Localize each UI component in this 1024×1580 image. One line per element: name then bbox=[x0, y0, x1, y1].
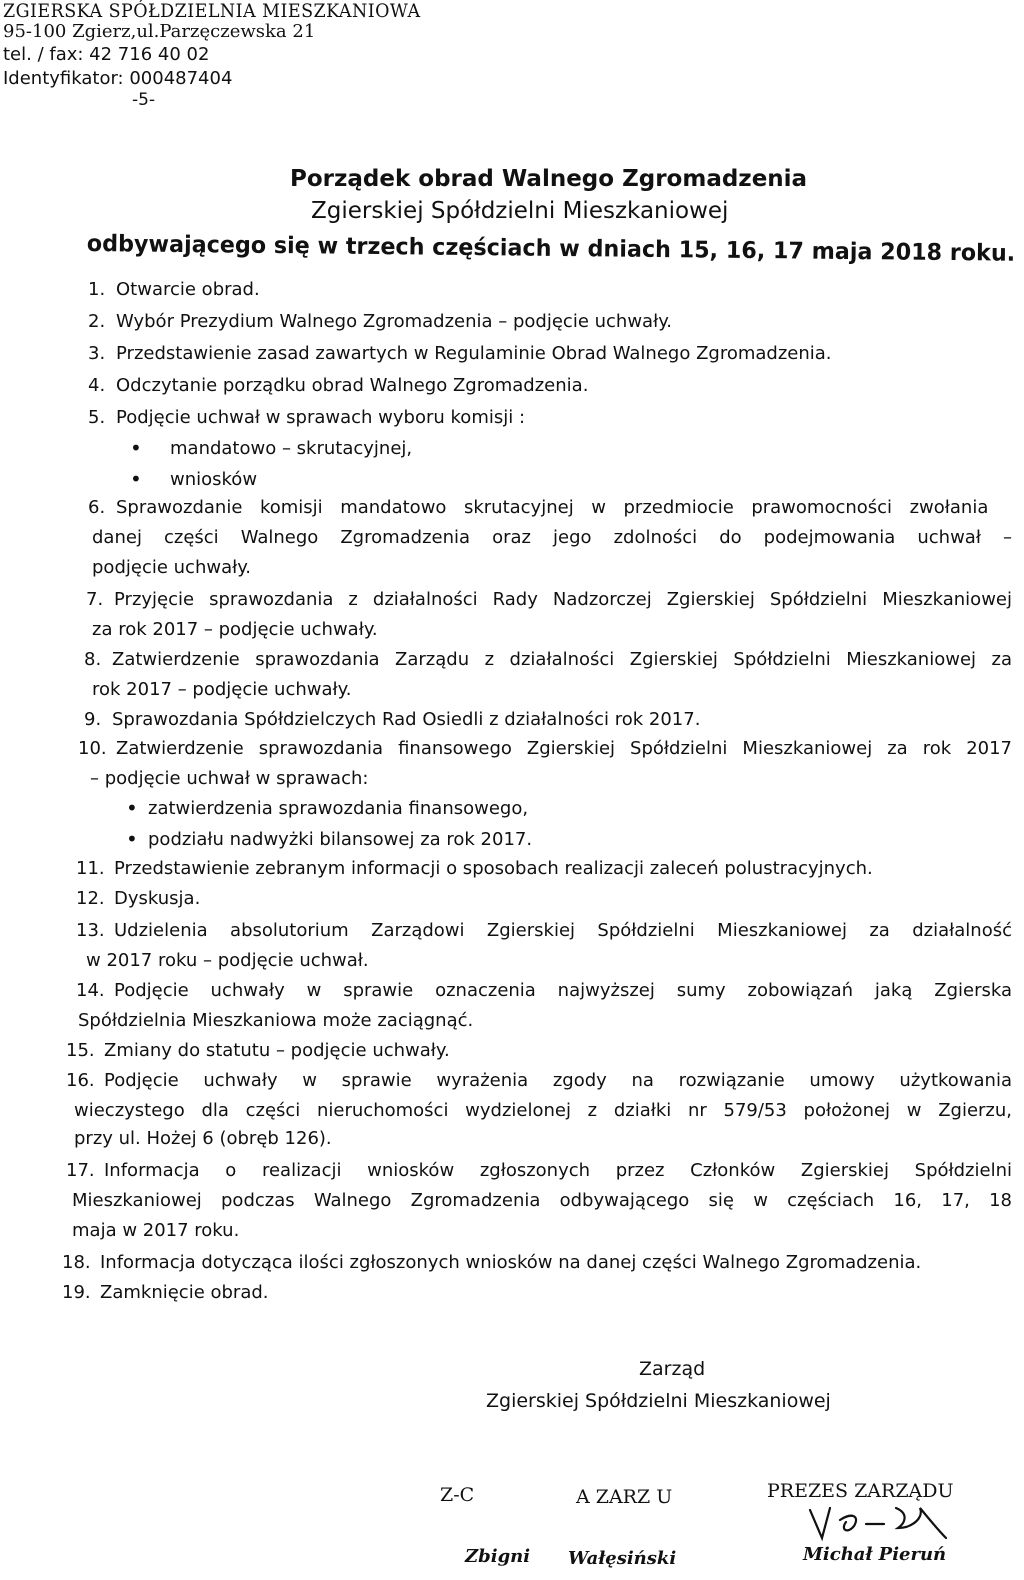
agenda-item-text: Podjęcie uchwał w sprawach wyboru komisji : bbox=[116, 407, 526, 428]
signature-role-left: Z-C bbox=[440, 1484, 475, 1506]
agenda-item-number: 5. bbox=[88, 407, 106, 428]
agenda-sub-item: zatwierdzenia sprawozdania finansowego, bbox=[148, 798, 529, 819]
bullet-icon: • bbox=[126, 827, 138, 851]
agenda-item-text: Zatwierdzenie sprawozdania finansowego Zgierskiej Spółdzielni Mieszkaniowej za rok 2017 bbox=[116, 738, 1012, 759]
letterhead-address: 95-100 Zgierz,ul.Parzęczewska 21 bbox=[3, 21, 316, 42]
agenda-item-text: maja w 2017 roku. bbox=[72, 1220, 240, 1241]
agenda-item-text: Informacja o realizacji wniosków zgłoszonych przez Członków Zgierskiej Spółdzielni bbox=[104, 1160, 1012, 1181]
agenda-item-number: 6. bbox=[88, 497, 106, 518]
bullet-icon: • bbox=[130, 436, 142, 460]
agenda-item-number: 14. bbox=[76, 980, 105, 1001]
agenda-item-text: Zatwierdzenie sprawozdania Zarządu z działalności Zgierskiej Spółdzielni Mieszkaniowej za bbox=[112, 649, 1012, 670]
agenda-item-text: Dyskusja. bbox=[114, 888, 201, 909]
bullet-icon: • bbox=[126, 796, 138, 820]
signature-board-label: Zarząd bbox=[639, 1358, 706, 1380]
agenda-item-text: przy ul. Hożej 6 (obręb 126). bbox=[74, 1128, 332, 1149]
agenda-item-number: 7. bbox=[86, 589, 104, 610]
agenda-sub-item: podziału nadwyżki bilansowej za rok 2017. bbox=[148, 829, 533, 850]
agenda-item-text: Podjęcie uchwały w sprawie oznaczenia najwyższej sumy zobowiązań jaką Zgierska bbox=[114, 980, 1012, 1001]
document-title-line-2: Zgierskiej Spółdzielni Mieszkaniowej bbox=[311, 198, 729, 224]
letterhead-org-name: ZGIERSKA SPÓŁDZIELNIA MIESZKANIOWA bbox=[3, 0, 421, 22]
agenda-item-number: 12. bbox=[76, 888, 105, 909]
signature-role-middle: A ZARZ U bbox=[576, 1486, 673, 1508]
agenda-item-text: Informacja dotycząca ilości zgłoszonych wniosków na danej części Walnego Zgromadzenia. bbox=[100, 1252, 922, 1273]
handwritten-signature-icon bbox=[800, 1502, 950, 1542]
agenda-item-text: Sprawozdania Spółdzielczych Rad Osiedli z działalności rok 2017. bbox=[112, 709, 701, 730]
signature-name-left: Zbigni bbox=[465, 1546, 531, 1567]
agenda-item-text: Odczytanie porządku obrad Walnego Zgromadzenia. bbox=[116, 375, 589, 396]
signature-name-middle: Wałęsiński bbox=[568, 1548, 677, 1569]
agenda-item-number: 2. bbox=[88, 311, 106, 332]
page-number: -5- bbox=[132, 90, 156, 110]
letterhead-identifier: Identyfikator: 000487404 bbox=[3, 68, 233, 89]
document-title-line-3: odbywającego się w trzech częściach w dniach 15, 16, 17 maja 2018 roku. bbox=[86, 231, 1016, 267]
letterhead-phone: tel. / fax: 42 716 40 02 bbox=[3, 44, 210, 65]
agenda-item-number: 4. bbox=[88, 375, 106, 396]
agenda-item-number: 9. bbox=[84, 709, 102, 730]
agenda-item-text: danej części Walnego Zgromadzenia oraz jego zdolności do podejmowania uchwał – bbox=[92, 527, 1012, 548]
agenda-item-number: 10. bbox=[78, 738, 107, 759]
agenda-item-text: Przyjęcie sprawozdania z działalności Rady Nadzorczej Zgierskiej Spółdzielni Mieszkaniowej bbox=[114, 589, 1012, 610]
agenda-item-number: 3. bbox=[88, 343, 106, 364]
agenda-item-number: 15. bbox=[66, 1040, 95, 1061]
agenda-item-number: 16. bbox=[66, 1070, 95, 1091]
agenda-item-number: 13. bbox=[76, 920, 105, 941]
agenda-item-number: 18. bbox=[62, 1252, 91, 1273]
agenda-item-number: 8. bbox=[84, 649, 102, 670]
agenda-item-text: Otwarcie obrad. bbox=[116, 279, 260, 300]
bullet-icon: • bbox=[130, 467, 142, 491]
signature-role-right: PREZES ZARZĄDU bbox=[767, 1480, 954, 1502]
agenda-item-text: Spółdzielnia Mieszkaniowa może zaciągnąć. bbox=[78, 1010, 474, 1031]
agenda-sub-item: wniosków bbox=[170, 469, 258, 490]
signature-cooperative-name: Zgierskiej Spółdzielni Mieszkaniowej bbox=[486, 1390, 831, 1412]
agenda-item-text: Zmiany do statutu – podjęcie uchwały. bbox=[104, 1040, 450, 1061]
agenda-item-text: Udzielenia absolutorium Zarządowi Zgierskiej Spółdzielni Mieszkaniowej za działalność bbox=[114, 920, 1012, 941]
agenda-sub-item: mandatowo – skrutacyjnej, bbox=[170, 438, 413, 459]
agenda-item-text: – podjęcie uchwał w sprawach: bbox=[90, 768, 369, 789]
agenda-item-text: wieczystego dla części nieruchomości wydzielonej z działki nr 579/53 położonej w Zgierzu, bbox=[74, 1100, 1012, 1121]
agenda-item-text: Przedstawienie zebranym informacji o sposobach realizacji zaleceń polustracyjnych. bbox=[114, 858, 873, 879]
agenda-item-text: Wybór Prezydium Walnego Zgromadzenia – podjęcie uchwały. bbox=[116, 311, 673, 332]
agenda-item-text: Przedstawienie zasad zawartych w Regulaminie Obrad Walnego Zgromadzenia. bbox=[116, 343, 832, 364]
agenda-item-text: w 2017 roku – podjęcie uchwał. bbox=[86, 950, 369, 971]
agenda-item-text: Sprawozdanie komisji mandatowo skrutacyjnej w przedmiocie prawomocności zwołania bbox=[116, 497, 989, 518]
agenda-item-text: Mieszkaniowej podczas Walnego Zgromadzenia odbywającego się w częściach 16, 17, 18 bbox=[72, 1190, 1012, 1211]
document-title-line-1: Porządek obrad Walnego Zgromadzenia bbox=[290, 166, 808, 192]
agenda-item-text: Podjęcie uchwały w sprawie wyrażenia zgody na rozwiązanie umowy użytkowania bbox=[104, 1070, 1012, 1091]
agenda-item-number: 17. bbox=[66, 1160, 95, 1181]
agenda-item-number: 19. bbox=[62, 1282, 91, 1303]
agenda-item-text: podjęcie uchwały. bbox=[92, 557, 252, 578]
agenda-item-text: rok 2017 – podjęcie uchwały. bbox=[92, 679, 352, 700]
agenda-item-number: 11. bbox=[76, 858, 105, 879]
signature-name-right: Michał Pieruń bbox=[803, 1544, 947, 1565]
agenda-item-number: 1. bbox=[88, 279, 106, 300]
agenda-item-text: Zamknięcie obrad. bbox=[100, 1282, 269, 1303]
agenda-item-text: za rok 2017 – podjęcie uchwały. bbox=[92, 619, 378, 640]
